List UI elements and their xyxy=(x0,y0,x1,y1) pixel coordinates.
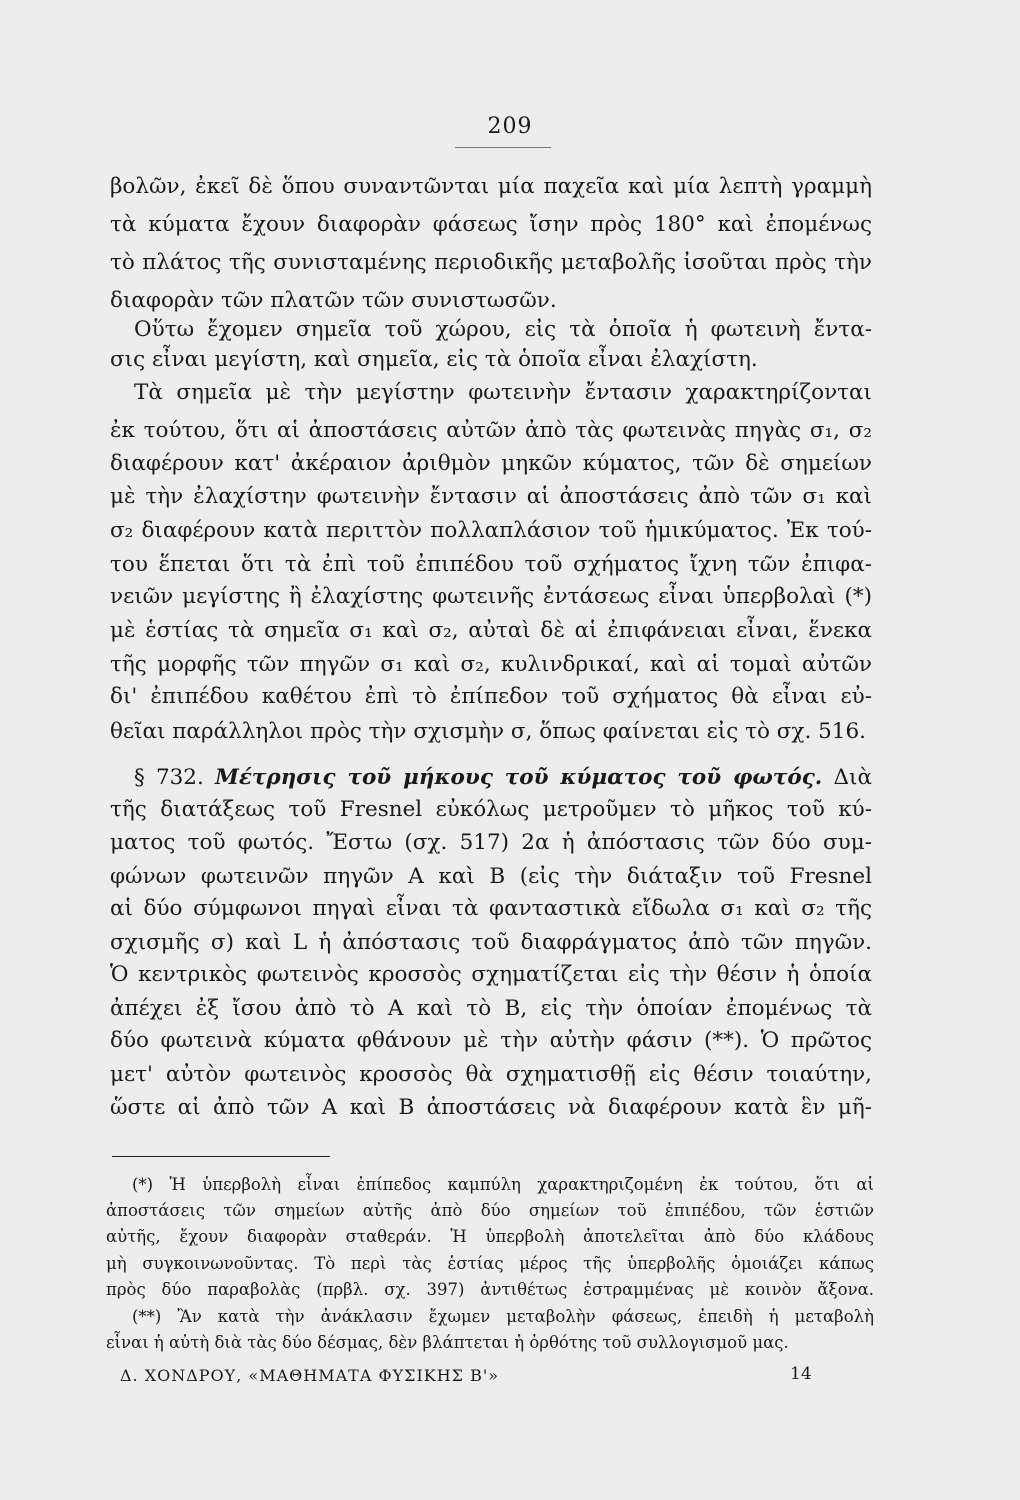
body-line: σχισμῆς σ) καὶ L ἡ ἀπόστασις τοῦ διαφράγματος ἀπὸ τῶν πηγῶν. xyxy=(110,930,872,955)
body-line: ματος τοῦ φωτός. Ἔστω (σχ. 517) 2α ἡ ἀπόστασις τῶν δύο συμ- xyxy=(110,830,872,855)
body-line: μὲ τὴν ἐλαχίστην φωτεινὴν ἔντασιν αἱ ἀποστάσεις ἀπὸ τῶν σ₁ καὶ xyxy=(110,484,872,509)
body-line: δι' ἐπιπέδου καθέτου ἐπὶ τὸ ἐπίπεδον τοῦ σχήματος θὰ εἶναι εὐ- xyxy=(110,684,872,709)
body-line: τὰ κύματα ἔχουν διαφορὰν φάσεως ἴσην πρὸς 180° καὶ ἐπομένως xyxy=(110,212,872,237)
section-title: Μέτρησις τοῦ μήκους τοῦ κύματος τοῦ φωτός. xyxy=(215,765,823,790)
body-line: δύο φωτεινὰ κύματα φθάνουν μὲ τὴν αὐτὴν φάσιν (**). Ὁ πρῶτος xyxy=(110,1028,872,1053)
body-line: Οὕτω ἔχομεν σημεῖα τοῦ χώρου, εἰς τὰ ὁποῖα ἡ φωτεινὴ ἔντα- xyxy=(134,317,872,342)
body-line: νειῶν μεγίστης ἢ ἐλαχίστης φωτεινῆς ἐντάσεως εἶναι ὑπερβολαὶ (*) xyxy=(110,584,872,609)
body-line: βολῶν, ἐκεῖ δὲ ὅπου συναντῶνται μία παχεῖα καὶ μία λεπτὴ γραμμὴ xyxy=(110,174,872,199)
section-lead: Διὰ xyxy=(833,765,872,790)
footnote-line: μὴ συγκοινωνοῦντας. Τὸ περὶ τὰς ἑστίας μέρος τῆς ὑπερβολῆς ὁμοιάζει κάπως xyxy=(106,1254,874,1273)
body-line: αἱ δύο σύμφωνοι πηγαὶ εἶναι τὰ φανταστικὰ εἴδωλα σ₁ καὶ σ₂ τῆς xyxy=(110,896,872,921)
footnote-line: πρὸς δύο παραβολὰς (πρβλ. σχ. 397) ἀντιθέτως ἐστραμμένας μὲ κοινὸν ἄξονα. xyxy=(106,1280,874,1299)
footnote-rule xyxy=(112,1156,330,1157)
footer-author-title: Δ. ΧΟΝΔΡΟΥ, «ΜΑΘΗΜΑΤΑ ΦΥΣΙΚΗΣ Β'» xyxy=(120,1366,500,1385)
body-line: Ὁ κεντρικὸς φωτεινὸς κροσσὸς σχηματίζεται εἰς τὴν θέσιν ἡ ὁποία xyxy=(110,962,872,987)
body-line: φώνων φωτεινῶν πηγῶν Α καὶ Β (εἰς τὴν διάταξιν τοῦ Fresnel xyxy=(110,864,872,889)
body-line: θεῖαι παράλληλοι πρὸς τὴν σχισμὴν σ, ὅπως φαίνεται εἰς τὸ σχ. 516. xyxy=(110,719,866,744)
body-line: τὸ πλάτος τῆς συνισταμένης περιοδικῆς μεταβολῆς ἰσοῦται πρὸς τὴν xyxy=(110,250,872,275)
body-line: ὥστε αἱ ἀπὸ τῶν Α καὶ Β ἀποστάσεις νὰ διαφέρουν κατὰ ἓν μῆ- xyxy=(110,1095,872,1120)
footnote-line: (*) Ἡ ὑπερβολὴ εἶναι ἐπίπεδος καμπύλη χαρακτηριζομένη ἐκ τούτου, ὅτι αἱ xyxy=(132,1175,874,1194)
page-number-rule xyxy=(455,147,551,148)
section-number: § 732. xyxy=(134,765,204,790)
footnote-line: αὐτῆς, ἔχουν διαφορὰν σταθεράν. Ἡ ὑπερβολὴ ἀποτελεῖται ἀπὸ δύο κλάδους xyxy=(106,1227,874,1246)
body-line: του ἕπεται ὅτι τὰ ἐπὶ τοῦ ἐπιπέδου τοῦ σχήματος ἴχνη τῶν ἐπιφα- xyxy=(110,552,872,577)
body-line: τῆς μορφῆς τῶν πηγῶν σ₁ καὶ σ₂, κυλινδρικαί, καὶ αἱ τομαὶ αὐτῶν xyxy=(110,652,872,677)
body-line: ἀπέχει ἐξ ἴσου ἀπὸ τὸ Α καὶ τὸ Β, εἰς τὴν ὁποίαν ἐπομένως τὰ xyxy=(110,996,872,1021)
footnote-line: (**) Ἂν κατὰ τὴν ἀνάκλασιν ἔχωμεν μεταβολὴν φάσεως, ἐπειδὴ ἡ μεταβολὴ xyxy=(132,1307,874,1326)
body-line: σ₂ διαφέρουν κατὰ περιττὸν πολλαπλάσιον τοῦ ἡμικύματος. Ἐκ τού- xyxy=(110,518,872,543)
body-line: διαφορὰν τῶν πλατῶν τῶν συνιστωσῶν. xyxy=(110,288,557,313)
page-number: 209 xyxy=(487,114,533,139)
signature-number: 14 xyxy=(790,1364,812,1384)
footnote-line: εἶναι ἡ αὐτὴ διὰ τὰς δύο δέσμας, δὲν βλάπτεται ἡ ὀρθότης τοῦ συλλογισμοῦ μας. xyxy=(106,1333,789,1352)
body-line: σις εἶναι μεγίστη, καὶ σημεῖα, εἰς τὰ ὁποῖα εἶναι ἐλαχίστη. xyxy=(110,347,758,372)
body-line: ἐκ τούτου, ὅτι αἱ ἀποστάσεις αὐτῶν ἀπὸ τὰς φωτεινὰς πηγὰς σ₁, σ₂ xyxy=(110,418,872,443)
body-line: τῆς διατάξεως τοῦ Fresnel εὐκόλως μετροῦμεν τὸ μῆκος τοῦ κύ- xyxy=(110,797,872,822)
body-line: διαφέρουν κατ' ἀκέραιον ἀριθμὸν μηκῶν κύματος, τῶν δὲ σημείων xyxy=(110,451,872,476)
body-line: Τὰ σημεῖα μὲ τὴν μεγίστην φωτεινὴν ἔντασιν χαρακτηρίζονται xyxy=(134,380,872,405)
body-line: μὲ ἑστίας τὰ σημεῖα σ₁ καὶ σ₂, αὐταὶ δὲ αἱ ἐπιφάνειαι εἶναι, ἕνεκα xyxy=(110,618,872,643)
footnote-line: ἀποστάσεις τῶν σημείων αὐτῆς ἀπὸ δύο σημείων τοῦ ἐπιπέδου, τῶν ἑστιῶν xyxy=(106,1201,874,1220)
section-heading-line xyxy=(134,761,872,795)
body-line: μετ' αὐτὸν φωτεινὸς κροσσὸς θὰ σχηματισθῇ εἰς θέσιν τοιαύτην, xyxy=(110,1062,872,1087)
